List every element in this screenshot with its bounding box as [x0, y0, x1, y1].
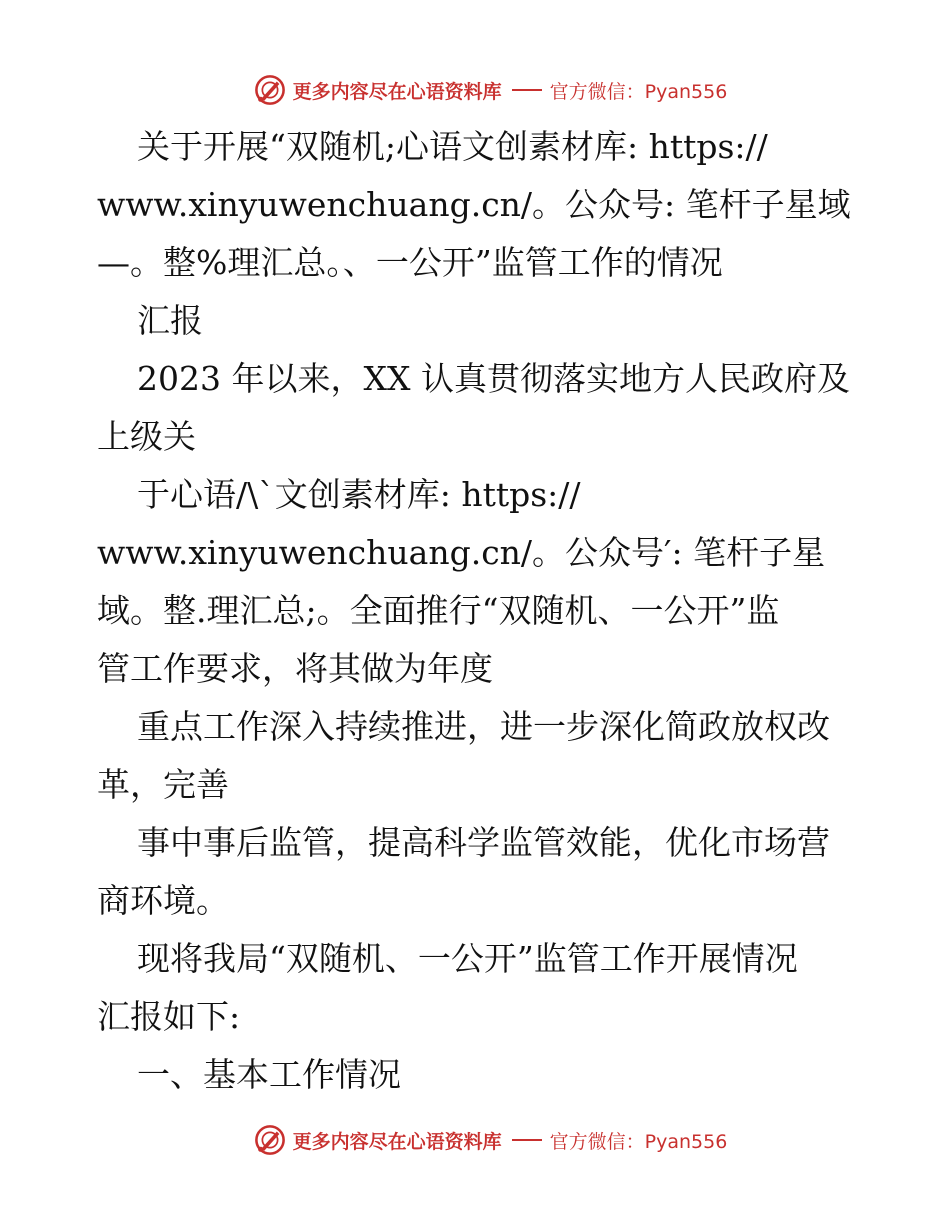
xinyu-logo-icon — [253, 73, 287, 107]
body-line: 于心语/\`文创素材库: https:// — [137, 475, 581, 514]
xinyu-logo-icon — [253, 1123, 287, 1157]
section-heading: 一、基本工作情况 — [137, 1055, 401, 1094]
body-line: 重点工作深入持续推进，进一步深化简政放权改 — [137, 707, 830, 746]
body-line: 革，完善 — [97, 765, 229, 804]
banner-title: 更多内容尽在心语资料库 — [292, 1130, 502, 1153]
banner-divider — [512, 89, 542, 91]
body-line: 上级关 — [97, 417, 196, 456]
footer-banner — [0, 1120, 950, 1160]
body-line: 2023 年以来，XX 认真贯彻落实地方人民政府及 — [137, 359, 850, 398]
body-line: 关于开展“双随机;心语文创素材库: https:// — [137, 127, 768, 166]
body-line: 汇报如下: — [97, 997, 241, 1036]
banner-title: 更多内容尽在心语资料库 — [292, 80, 502, 103]
body-line: www.xinyuwenchuang.cn/。公众号: 笔杆子星域 — [97, 185, 851, 224]
header-banner — [0, 70, 950, 110]
banner-wechat: 官方微信：Pyan556 — [549, 1130, 728, 1153]
body-line: 域。整.理汇总;。全面推行“双随机、一公开”监 — [97, 591, 780, 630]
banner-divider — [512, 1139, 542, 1141]
body-line: 商环境。 — [97, 881, 229, 920]
body-line: 现将我局“双随机、一公开”监管工作开展情况 — [137, 939, 798, 978]
body-line: —。整%理汇总。、一公开”监管工作的情况 — [97, 243, 723, 282]
body-line: 汇报 — [137, 301, 203, 340]
body-line: www.xinyuwenchuang.cn/。公众号′: 笔杆子星 — [97, 533, 826, 572]
document-body — [97, 118, 857, 1104]
body-line: 管工作要求，将其做为年度 — [97, 649, 493, 688]
banner-wechat: 官方微信：Pyan556 — [549, 80, 728, 103]
body-line: 事中事后监管，提高科学监管效能，优化市场营 — [137, 823, 830, 862]
